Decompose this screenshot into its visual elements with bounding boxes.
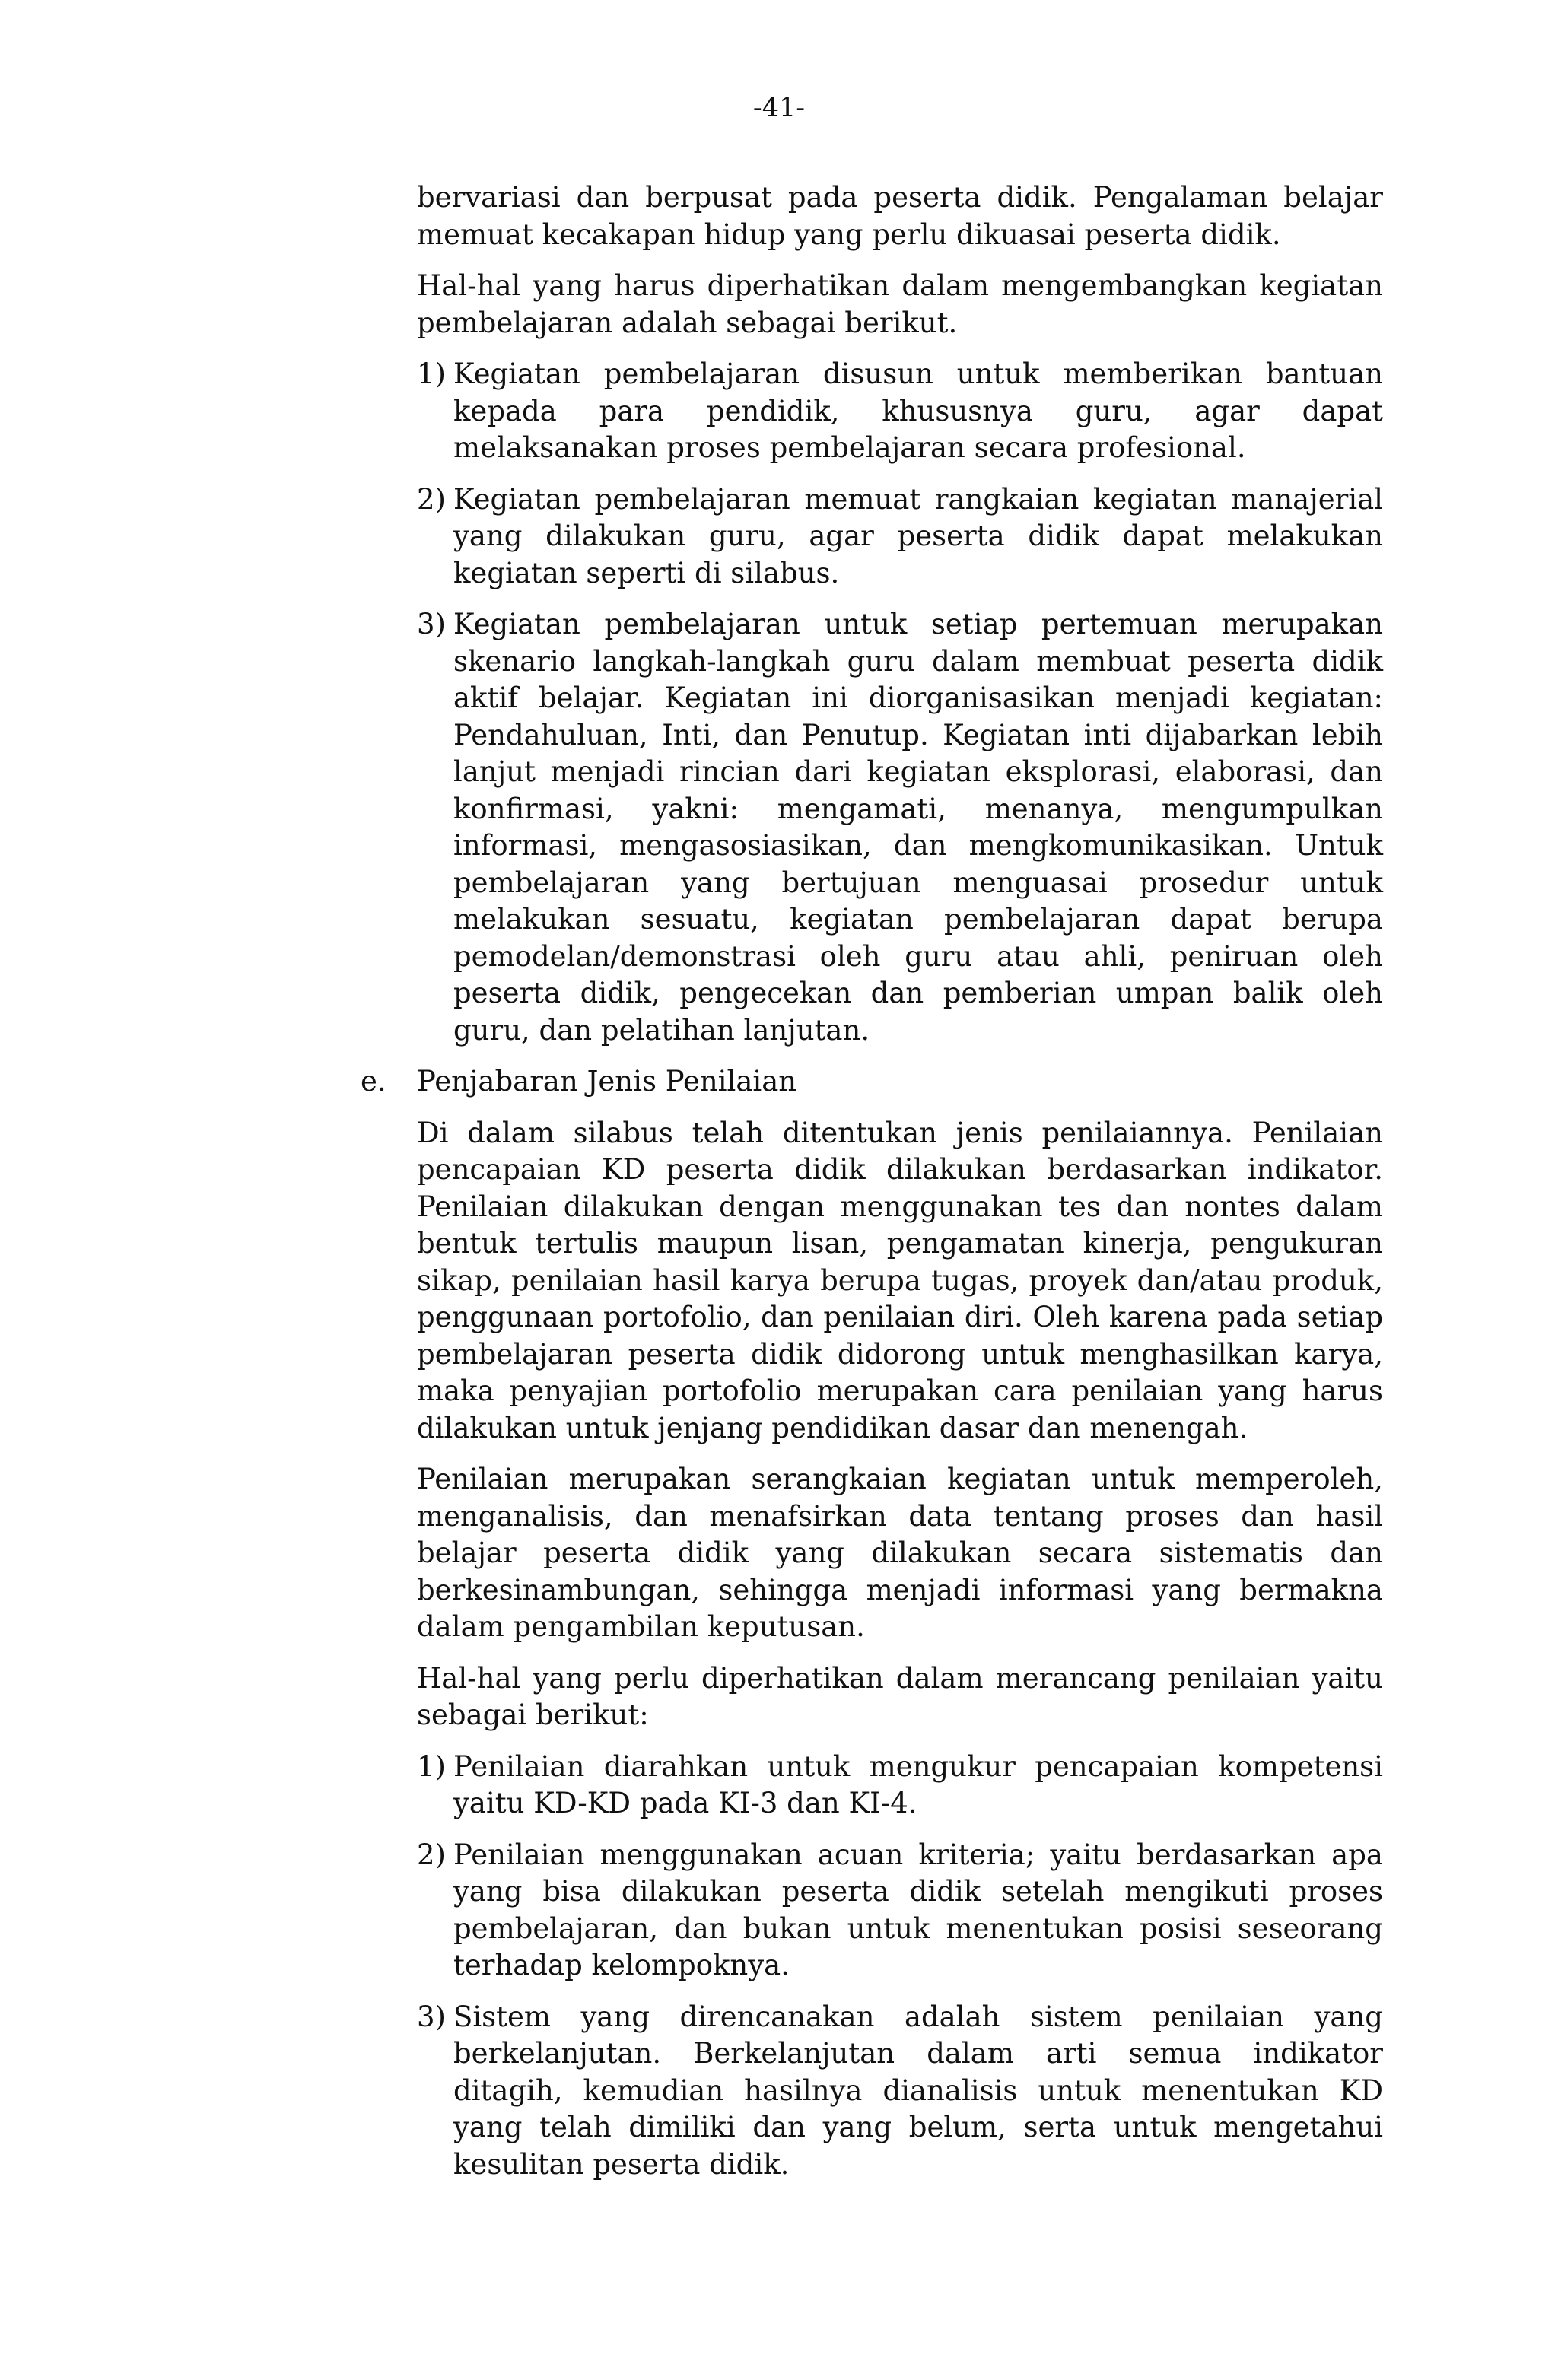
section-paragraph: Di dalam silabus telah ditentukan jenis penilaiannya. Penilaian pencapaian KD peserta didik dilakukan berdasarkan indikator. Penilaian dilakukan dengan menggunakan tes dan nontes dalam bentuk tertulis maupun lisan, pengamatan kinerja, pengukuran sikap, penilaian hasil karya berupa tugas, proyek dan/atau produk, penggunaan portofolio, dan penilaian diri. Oleh karena pada setiap pembelajaran peserta didik didorong untuk menghasilkan karya, maka penyajian portofolio merupakan cara penilaian yang harus dilakukan untuk jenjang pendidikan dasar dan menengah.: [417, 1116, 1383, 1444]
section-heading: [361, 1063, 1383, 1101]
intro-paragraph: bervariasi dan berpusat pada peserta didik. Pengalaman belajar memuat kecakapan hidup yang perlu dikuasai peserta didik.: [417, 181, 1383, 251]
list-item-text: Kegiatan pembelajaran untuk setiap pertemuan merupakan skenario langkah-langkah guru dalam membuat peserta didik aktif belajar. Kegiatan ini diorganisasikan menjadi kegiatan: Pendahuluan, Inti, dan Penutup. Kegiatan inti dijabarkan lebih lanjut menjadi rincian dari kegiatan eksplorasi, elaborasi, dan konfirmasi, yakni: mengamati, menanya, mengumpulkan informasi, mengasosiasikan, dan mengkomunikasikan. Untuk pembelajaran yang bertujuan menguasai prosedur untuk melakukan sesuatu, kegiatan pembelajaran dapat berupa pemodelan/demonstrasi oleh guru atau ahli, peniruan oleh peserta didik, pengecekan dan pemberian umpan balik oleh guru, dan pelatihan lanjutan.: [453, 608, 1383, 1047]
list-item-text: Kegiatan pembelajaran disusun untuk memberikan bantuan kepada para pendidik, khususnya guru, agar dapat melaksanakan proses pembelajaran secara profesional.: [453, 357, 1383, 464]
activities-list-item: [417, 481, 1383, 593]
list-item-number: 3): [417, 608, 446, 640]
list-item-number: 3): [417, 2000, 446, 2033]
page-content: [361, 180, 1383, 2197]
list-item-number: 1): [417, 357, 446, 390]
section-paragraph: Hal-hal yang perlu diperhatikan dalam merancang penilaian yaitu sebagai berikut:: [417, 1661, 1383, 1731]
activities-list-item: [417, 356, 1383, 467]
list-item-text: Penilaian menggunakan acuan kriteria; yaitu berdasarkan apa yang bisa dilakukan peserta didik setelah mengikuti proses pembelajaran, dan bukan untuk menentukan posisi seseorang terhadap kelompoknya.: [453, 1838, 1383, 1981]
list-item-text: Kegiatan pembelajaran memuat rangkaian kegiatan manajerial yang dilakukan guru, agar peserta didik dapat melakukan kegiatan seperti di silabus.: [453, 482, 1383, 589]
assessment-list-item: [417, 1749, 1383, 1822]
section-paragraph: Penilaian merupakan serangkaian kegiatan untuk memperoleh, menganalisis, dan menafsirkan data tentang proses dan hasil belajar peserta didik yang dilakukan secara sistematis dan berkesinambungan, sehingga menjadi informasi yang bermakna dalam pengambilan keputusan.: [417, 1463, 1383, 1643]
activities-list-item: [417, 606, 1383, 1049]
list-item-number: 2): [417, 1838, 446, 1871]
section-title: Penjabaran Jenis Penilaian: [417, 1065, 797, 1098]
activities-intro-paragraph: Hal-hal yang harus diperhatikan dalam mengembangkan kegiatan pembelajaran adalah sebagai berikut.: [417, 269, 1383, 339]
assessment-list-item: [417, 1999, 1383, 2184]
list-item-number: 2): [417, 482, 446, 516]
list-item-text: Penilaian diarahkan untuk mengukur pencapaian kompetensi yaitu KD-KD pada KI-3 dan KI-4.: [453, 1749, 1383, 1819]
section-letter: e.: [361, 1065, 386, 1098]
assessment-list-item: [417, 1837, 1383, 1984]
list-item-text: Sistem yang direncanakan adalah sistem penilaian yang berkelanjutan. Berkelanjutan dalam arti semua indikator ditagih, kemudian hasilnya dianalisis untuk menentukan KD yang telah dimiliki dan yang belum, serta untuk mengetahui kesulitan peserta didik.: [453, 2000, 1383, 2181]
list-item-number: 1): [417, 1749, 446, 1783]
page-number: -41-: [752, 93, 806, 123]
